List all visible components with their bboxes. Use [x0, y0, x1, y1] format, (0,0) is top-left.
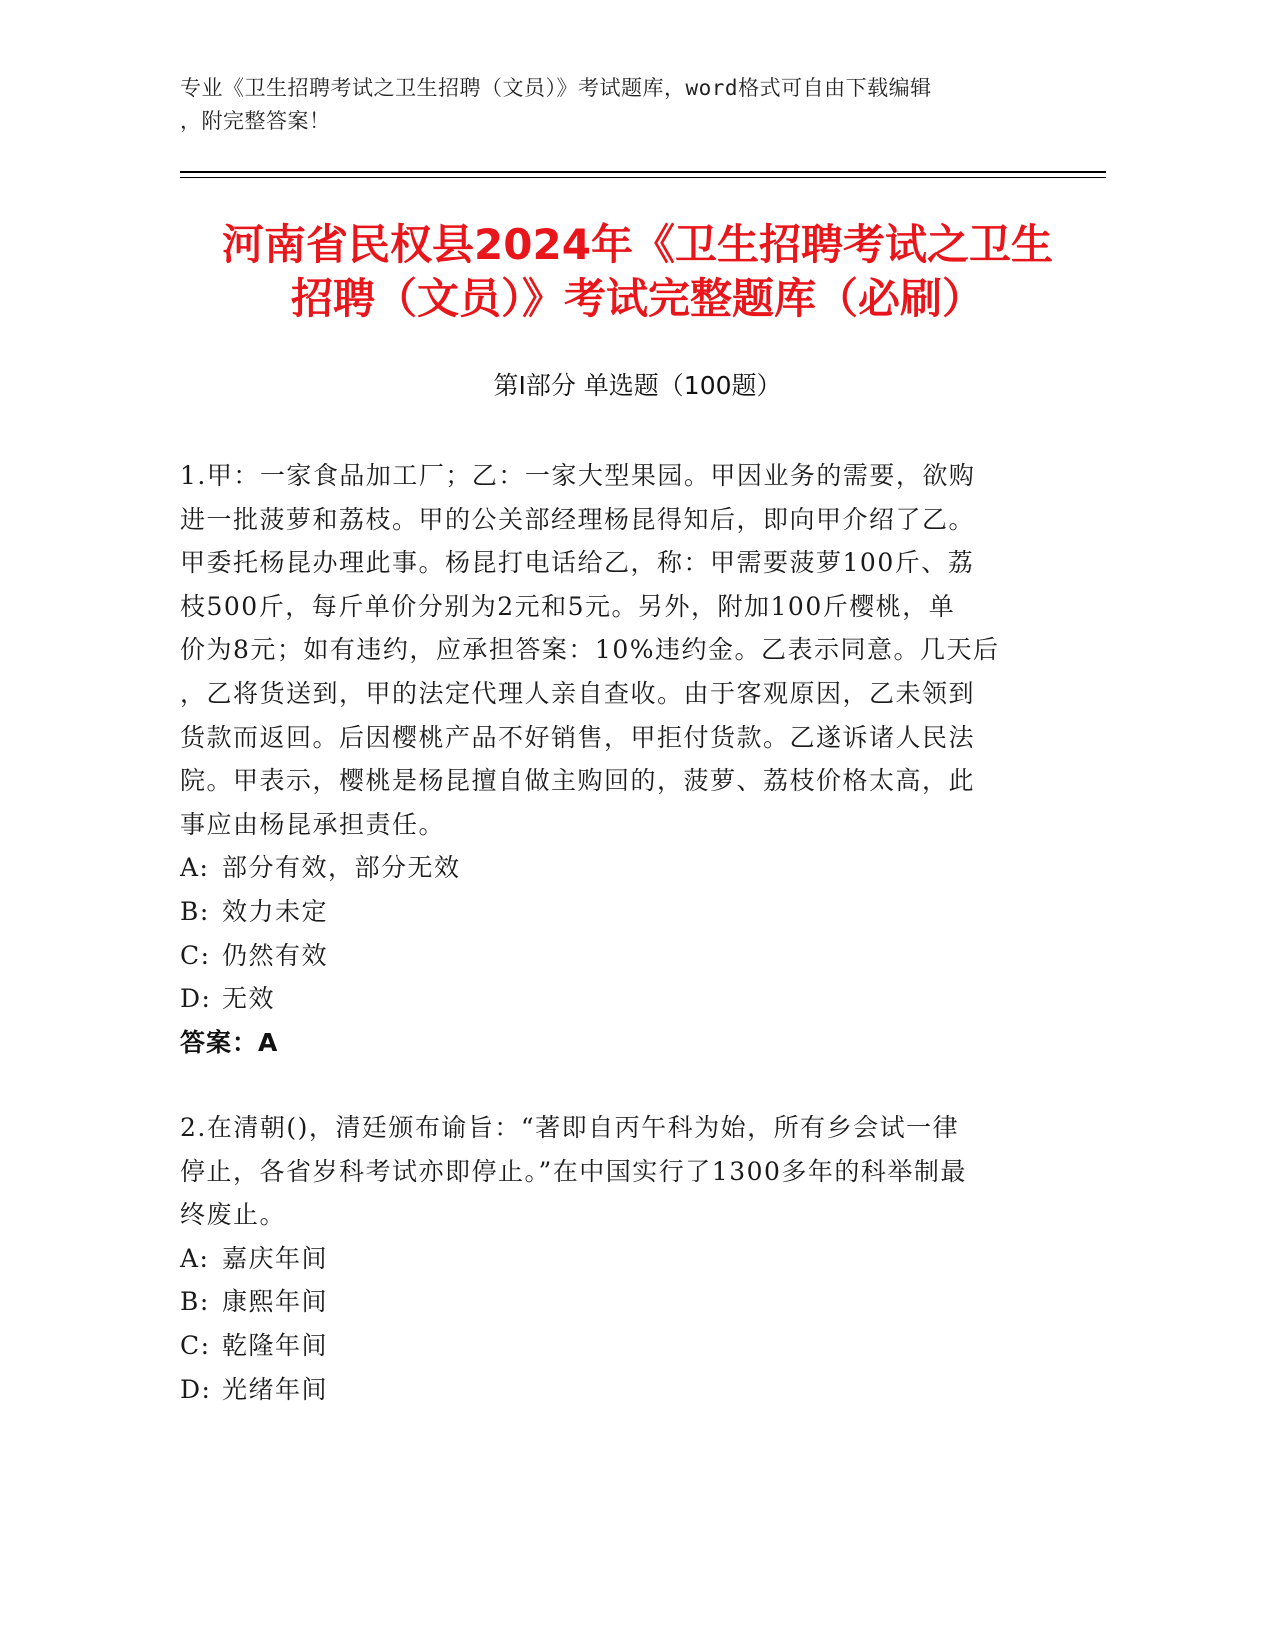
stem-line: 货款而返回。后因樱桃产品不好销售，甲拒付货款。乙遂诉诸人民法 — [180, 722, 976, 752]
option-d — [180, 1368, 1060, 1412]
header-divider-thin — [180, 177, 1106, 178]
stem-line: 停止，各省岁科考试亦即停止。”在中国实行了1300多年的科举制最 — [180, 1156, 967, 1186]
question-stem — [180, 454, 1060, 846]
section-title: 第Ⅰ部分 单选题（100题） — [493, 371, 782, 400]
option-b — [180, 890, 1060, 934]
stem-line: 院。甲表示，樱桃是杨昆擅自做主购回的，菠萝、荔枝价格太高，此 — [180, 766, 976, 796]
option-key: D: — [180, 1374, 212, 1404]
option-b — [180, 1280, 1060, 1324]
option-key: D: — [180, 984, 212, 1014]
stem-line: 枝500斤，每斤单价分别为2元和5元。另外，附加100斤樱桃，单 — [180, 591, 956, 621]
option-a — [180, 1237, 1060, 1281]
option-text: 仍然有效 — [222, 940, 329, 970]
stem-line: ，乙将货送到，甲的法定代理人亲自查收。由于客观原因，乙未领到 — [180, 678, 976, 708]
question-2 — [180, 1106, 1060, 1411]
stem-line: 2.在清朝()，清廷颁布谕旨：“著即自丙午科为始，所有乡会试一律 — [180, 1113, 960, 1142]
option-key: C: — [180, 1330, 211, 1360]
option-key: A: — [180, 1243, 210, 1273]
option-key: B: — [180, 896, 210, 926]
stem-line: 进一批菠萝和荔枝。甲的公关部经理杨昆得知后，即向甲介绍了乙。 — [180, 504, 976, 534]
document-title-line: 招聘（文员）》考试完整题库（必刷） — [290, 274, 984, 323]
option-text: 部分有效，部分无效 — [222, 853, 461, 883]
stem-line: 终废止。 — [180, 1200, 287, 1230]
option-text: 无效 — [222, 984, 276, 1014]
option-text: 嘉庆年间 — [222, 1243, 329, 1273]
stem-line: 价为8元；如有违约，应承担答案：10%违约金。乙表示同意。几天后 — [180, 635, 1000, 665]
header-divider-thick — [180, 171, 1106, 173]
option-text: 效力未定 — [222, 896, 329, 926]
option-text: 光绪年间 — [222, 1374, 329, 1404]
stem-line: 甲委托杨昆办理此事。杨昆打电话给乙，称：甲需要菠萝100斤、荔 — [180, 548, 975, 578]
stem-line: 1.甲：一家食品加工厂；乙：一家大型果园。甲因业务的需要，欲购 — [180, 461, 976, 490]
question-1 — [180, 454, 1060, 1064]
header-note-line: ，附完整答案！ — [180, 109, 331, 133]
option-d — [180, 977, 1060, 1021]
option-key: B: — [180, 1287, 210, 1317]
document-title-line: 河南省民权县2024年《卫生招聘考试之卫生 — [222, 220, 1053, 269]
document-title — [150, 218, 1125, 326]
option-a — [180, 846, 1060, 890]
option-text: 乾隆年间 — [222, 1330, 329, 1360]
answer-line: 答案：A — [180, 1027, 279, 1057]
header-note — [180, 72, 1040, 138]
option-c — [180, 934, 1060, 978]
option-c — [180, 1324, 1060, 1368]
header-note-line: 专业《卫生招聘考试之卫生招聘（文员）》考试题库，word格式可自由下载编辑 — [180, 76, 932, 100]
option-key: A: — [180, 853, 210, 883]
option-text: 康熙年间 — [222, 1287, 329, 1317]
option-key: C: — [180, 940, 211, 970]
stem-line: 事应由杨昆承担责任。 — [180, 809, 446, 839]
question-stem — [180, 1106, 1060, 1237]
